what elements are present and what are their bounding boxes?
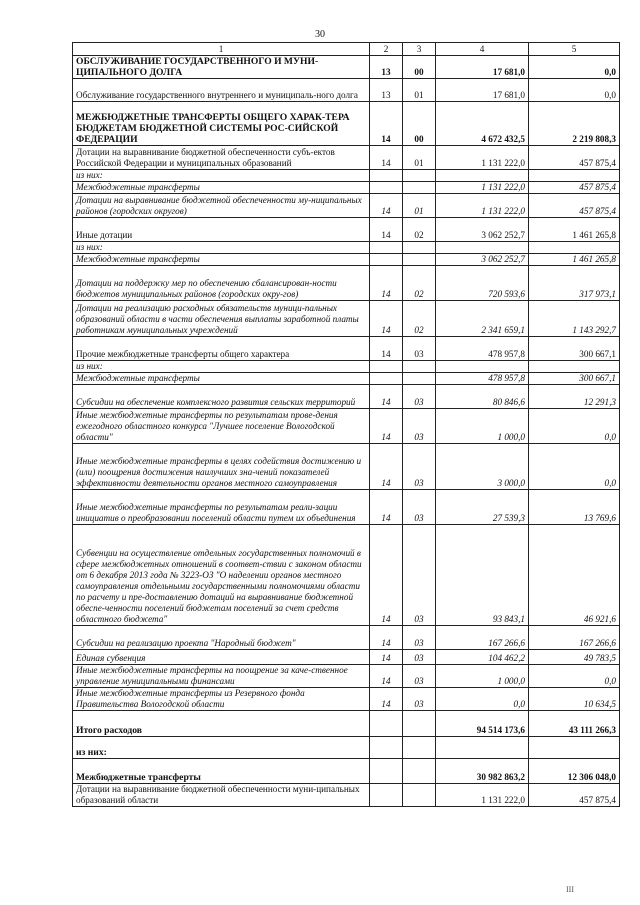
subsection-code-cell: 00 [403,102,436,146]
row-name-cell: Иные дотации [73,218,370,242]
section-code-cell: 14 [370,525,403,626]
plan-amount-cell [436,242,529,254]
section-code-cell [370,254,403,266]
table-row [73,373,620,385]
row-name-cell: Межбюджетные трансферты [73,759,370,784]
table-row [73,337,620,361]
subsection-code-cell: 02 [403,266,436,301]
plan-amount-cell: 1 000,0 [436,665,529,688]
section-code-cell: 14 [370,665,403,688]
subsection-code-cell [403,373,436,385]
row-name-cell: Обслуживание государственного внутреннего и муниципаль-ного долга [73,79,370,102]
actual-amount-cell: 0,0 [529,409,620,444]
row-name-cell: Иные межбюджетные трансферты по результатам реали-зации инициатив о преобразовании поселений области путем их объединения [73,490,370,525]
section-code-cell: 13 [370,79,403,102]
plan-amount-cell: 3 062 252,7 [436,218,529,242]
table-header-row [73,43,620,56]
table-row [73,759,620,784]
row-name-cell: из них: [73,737,370,759]
actual-amount-cell: 457 875,4 [529,182,620,194]
subsection-code-cell [403,711,436,737]
row-name-cell: из них: [73,361,370,373]
section-code-cell: 14 [370,444,403,490]
page-number: 30 [315,29,325,40]
actual-amount-cell: 300 667,1 [529,373,620,385]
plan-amount-cell: 4 672 432,5 [436,102,529,146]
row-name-cell: Дотации на выравнивание бюджетной обеспеченности му-ниципальных районов (городских округов) [73,194,370,218]
section-code-cell [370,242,403,254]
subsection-code-cell: 03 [403,650,436,665]
column-header: 5 [529,43,620,56]
section-code-cell: 14 [370,337,403,361]
subsection-code-cell [403,759,436,784]
row-name-cell: Межбюджетные трансферты [73,182,370,194]
table-row [73,146,620,170]
row-name-cell: Иные межбюджетные трансферты в целях содействия достижению и (или) поощрения достижения наилучших зна-чений показателей эффективности деятельности органов местного самоуправления [73,444,370,490]
plan-amount-cell: 93 843,1 [436,525,529,626]
table-row [73,266,620,301]
footer-mark: III [566,885,574,894]
plan-amount-cell [436,737,529,759]
table-row [73,385,620,409]
subsection-code-cell: 00 [403,56,436,79]
plan-amount-cell: 2 341 659,1 [436,301,529,337]
section-code-cell: 13 [370,56,403,79]
section-code-cell: 14 [370,218,403,242]
subsection-code-cell: 02 [403,218,436,242]
plan-amount-cell: 1 000,0 [436,409,529,444]
actual-amount-cell: 1 461 265,8 [529,218,620,242]
section-code-cell: 14 [370,266,403,301]
actual-amount-cell: 12 291,3 [529,385,620,409]
actual-amount-cell [529,170,620,182]
table-row [73,525,620,626]
row-name-cell: Дотации на выравнивание бюджетной обеспеченности муни-ципальных образований области [73,784,370,807]
subsection-code-cell: 03 [403,688,436,711]
table-row [73,711,620,737]
section-code-cell [370,784,403,807]
actual-amount-cell: 43 111 266,3 [529,711,620,737]
actual-amount-cell [529,361,620,373]
table-row [73,784,620,807]
subsection-code-cell: 01 [403,194,436,218]
plan-amount-cell: 17 681,0 [436,56,529,79]
section-code-cell [370,737,403,759]
column-header: 4 [436,43,529,56]
subsection-code-cell: 03 [403,525,436,626]
section-code-cell [370,182,403,194]
row-name-cell: Иные межбюджетные трансферты по результатам прове-дения ежегодного областного конкурса "Лучшее поселение Вологодской области" [73,409,370,444]
row-name-cell: Дотации на поддержку мер по обеспечению сбалансирован-ности бюджетов муниципальных районов (городских окру-гов) [73,266,370,301]
section-code-cell: 14 [370,385,403,409]
subsection-code-cell [403,254,436,266]
actual-amount-cell [529,737,620,759]
plan-amount-cell: 167 266,6 [436,626,529,650]
table-row [73,301,620,337]
table-row [73,102,620,146]
actual-amount-cell: 0,0 [529,79,620,102]
table-row [73,361,620,373]
column-header: 2 [370,43,403,56]
section-code-cell [370,361,403,373]
row-name-cell: Субсидии на обеспечение комплексного развития сельских территорий [73,385,370,409]
section-code-cell [370,711,403,737]
actual-amount-cell: 10 634,5 [529,688,620,711]
column-header: 1 [73,43,370,56]
actual-amount-cell: 1 143 292,7 [529,301,620,337]
plan-amount-cell: 1 131 222,0 [436,182,529,194]
subsection-code-cell: 03 [403,385,436,409]
plan-amount-cell: 1 131 222,0 [436,784,529,807]
actual-amount-cell: 12 306 048,0 [529,759,620,784]
subsection-code-cell [403,170,436,182]
section-code-cell: 14 [370,626,403,650]
row-name-cell: Межбюджетные трансферты [73,254,370,266]
plan-amount-cell: 720 593,6 [436,266,529,301]
actual-amount-cell [529,242,620,254]
section-code-cell: 14 [370,650,403,665]
row-name-cell: из них: [73,242,370,254]
plan-amount-cell: 30 982 863,2 [436,759,529,784]
actual-amount-cell: 2 219 808,3 [529,102,620,146]
section-code-cell: 14 [370,301,403,337]
table-row [73,254,620,266]
subsection-code-cell [403,182,436,194]
plan-amount-cell: 478 957,8 [436,337,529,361]
subsection-code-cell [403,361,436,373]
section-code-cell: 14 [370,409,403,444]
actual-amount-cell: 0,0 [529,665,620,688]
table-row [73,170,620,182]
plan-amount-cell: 1 131 222,0 [436,146,529,170]
actual-amount-cell: 167 266,6 [529,626,620,650]
plan-amount-cell: 104 462,2 [436,650,529,665]
table-row [73,182,620,194]
row-name-cell: Субвенции на осуществление отдельных государственных полномочий в сфере межбюджетных отношений в соответ-ствии с законом области от 6 декабря 2013 года № 3223-ОЗ "О наделении органов местного самоуправления отдельными государственными полномочиями области по расчету и пре-доставлению дотаций на выравнивание бюджетной обеспе-ченности поселений бюджетам поселений за счет средств областного бюджета" [73,525,370,626]
subsection-code-cell: 01 [403,79,436,102]
section-code-cell: 14 [370,146,403,170]
section-code-cell: 14 [370,688,403,711]
actual-amount-cell: 457 875,4 [529,146,620,170]
row-name-cell: МЕЖБЮДЖЕТНЫЕ ТРАНСФЕРТЫ ОБЩЕГО ХАРАК-ТЕРА БЮДЖЕТАМ БЮДЖЕТНОЙ СИСТЕМЫ РОС-СИЙСКОЙ ФЕДЕРАЦИИ [73,102,370,146]
subsection-code-cell: 03 [403,626,436,650]
budget-table [72,42,620,807]
subsection-code-cell: 03 [403,337,436,361]
actual-amount-cell: 46 921,6 [529,525,620,626]
row-name-cell: Единая субвенция [73,650,370,665]
section-code-cell [370,373,403,385]
table-row [73,688,620,711]
table-row [73,218,620,242]
subsection-code-cell: 02 [403,301,436,337]
actual-amount-cell: 13 769,6 [529,490,620,525]
subsection-code-cell: 03 [403,490,436,525]
section-code-cell [370,170,403,182]
table-row [73,194,620,218]
table-row [73,56,620,79]
actual-amount-cell: 1 461 265,8 [529,254,620,266]
subsection-code-cell [403,737,436,759]
actual-amount-cell: 49 783,5 [529,650,620,665]
section-code-cell [370,759,403,784]
section-code-cell: 14 [370,102,403,146]
actual-amount-cell: 457 875,4 [529,194,620,218]
plan-amount-cell: 1 131 222,0 [436,194,529,218]
row-name-cell: из них: [73,170,370,182]
plan-amount-cell: 94 514 173,6 [436,711,529,737]
table-row [73,409,620,444]
row-name-cell: Итого расходов [73,711,370,737]
row-name-cell: Иные межбюджетные трансферты на поощрение за каче-ственное управление муниципальными финансами [73,665,370,688]
table-row [73,444,620,490]
subsection-code-cell: 03 [403,665,436,688]
subsection-code-cell: 01 [403,146,436,170]
plan-amount-cell: 80 846,6 [436,385,529,409]
plan-amount-cell [436,361,529,373]
actual-amount-cell: 317 973,1 [529,266,620,301]
subsection-code-cell: 03 [403,409,436,444]
row-name-cell: Дотации на выравнивание бюджетной обеспеченности субъ-ектов Российской Федерации и муниципальных образований [73,146,370,170]
table-row [73,665,620,688]
actual-amount-cell: 457 875,4 [529,784,620,807]
row-name-cell: Прочие межбюджетные трансферты общего характера [73,337,370,361]
table-row [73,242,620,254]
plan-amount-cell: 478 957,8 [436,373,529,385]
plan-amount-cell: 17 681,0 [436,79,529,102]
column-header: 3 [403,43,436,56]
plan-amount-cell: 3 062 252,7 [436,254,529,266]
section-code-cell: 14 [370,194,403,218]
row-name-cell: Иные межбюджетные трансферты из Резервного фонда Правительства Вологодской области [73,688,370,711]
row-name-cell: ОБСЛУЖИВАНИЕ ГОСУДАРСТВЕННОГО И МУНИ-ЦИПАЛЬНОГО ДОЛГА [73,56,370,79]
subsection-code-cell [403,242,436,254]
table-row [73,650,620,665]
table-row [73,626,620,650]
actual-amount-cell: 0,0 [529,444,620,490]
actual-amount-cell: 300 667,1 [529,337,620,361]
table-row [73,737,620,759]
subsection-code-cell [403,784,436,807]
subsection-code-cell: 03 [403,444,436,490]
row-name-cell: Межбюджетные трансферты [73,373,370,385]
plan-amount-cell: 3 000,0 [436,444,529,490]
section-code-cell: 14 [370,490,403,525]
table-row [73,79,620,102]
table-row [73,490,620,525]
plan-amount-cell: 27 539,3 [436,490,529,525]
plan-amount-cell: 0,0 [436,688,529,711]
row-name-cell: Субсидии на реализацию проекта "Народный бюджет" [73,626,370,650]
actual-amount-cell: 0,0 [529,56,620,79]
row-name-cell: Дотации на реализацию расходных обязательств муници-пальных образований области в части обеспечения выплаты заработной платы работникам муниципальных учреждений [73,301,370,337]
plan-amount-cell [436,170,529,182]
